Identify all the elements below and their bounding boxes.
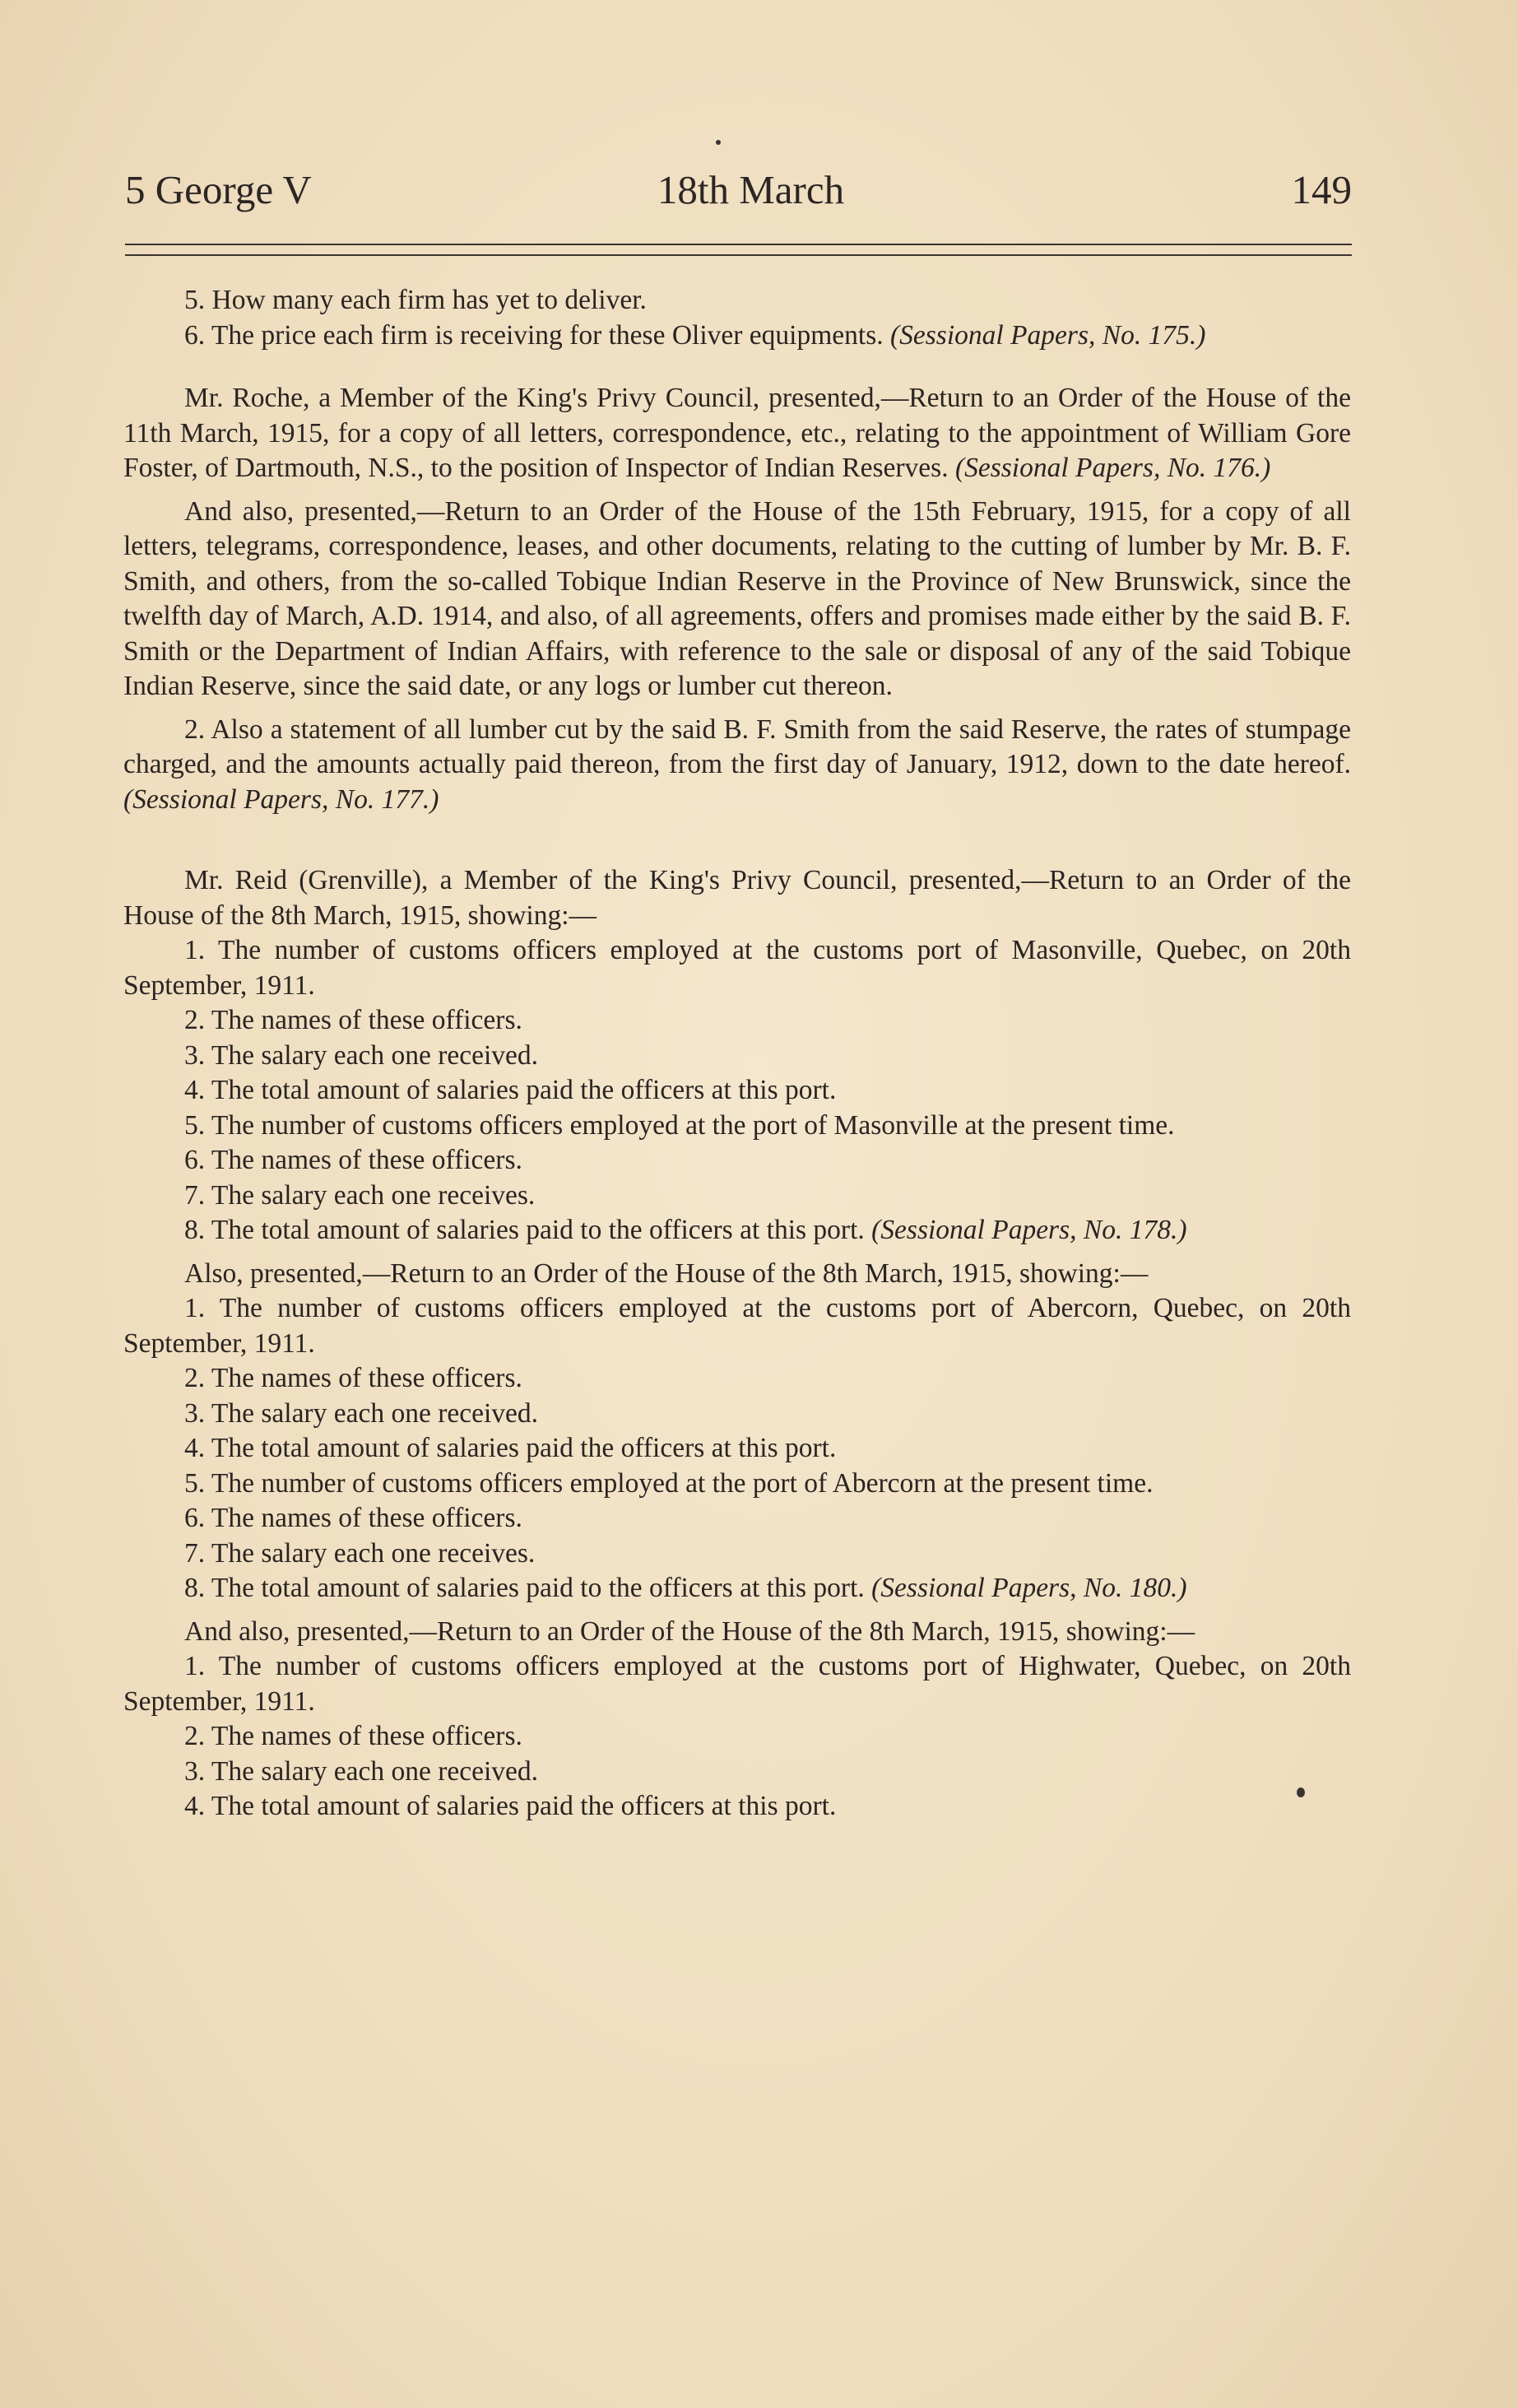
- item-paragraph: 7. The salary each one receives.: [184, 1179, 536, 1211]
- header-rule-top: [125, 244, 1352, 245]
- header-rule-bottom: [125, 254, 1352, 256]
- sessional-paper-ref: (Sessional Papers, No. 175.): [889, 319, 1206, 351]
- page-header: [125, 161, 1352, 219]
- item-paragraph: 1. The number of customs officers employed at the customs port of Abercorn, Quebec, on 20th September, 1911.: [123, 1293, 1351, 1359]
- item-paragraph: 2. The names of these officers.: [184, 1005, 522, 1035]
- item-paragraph: 3. The salary each one received.: [184, 1755, 539, 1787]
- item-paragraph: 1. The number of customs officers employed at the customs port of Highwater, Quebec, on 20th September, 1911.: [123, 1651, 1351, 1717]
- return-paragraph: And also, presented,—Return to an Order of the House of the 15th February, 1915, for a copy of all letters, telegrams, correspondence, leases, and other documents, relating to the cutting of lumber by Mr. B. F. Smith, and others, from the so-called Tobique Indian Reserve in the Province of New Brunswick, since the twelfth day of March, A.D. 1914, and also, of all agreements, offers and promises made either by the said B. F. Smith or the Department of Indian Affairs, with reference to the sale or disposal of any of the said Tobique Indian Reserve, since the said date, or any logs or lumber cut thereon.: [123, 495, 1351, 701]
- item-paragraph: 6. The names of these officers.: [184, 1503, 522, 1533]
- item-paragraph: 2. The names of these officers.: [184, 1721, 522, 1751]
- item-paragraph: 5. The number of customs officers employed at the port of Masonville at the present time.: [184, 1109, 1175, 1141]
- item-paragraph: 6. The names of these officers.: [184, 1145, 522, 1175]
- item-paragraph: 8. The total amount of salaries paid to the officers at this port. (Sessional Papers, No. 178.): [184, 1215, 1187, 1245]
- sessional-paper-ref: (Sessional Papers, No. 178.): [871, 1215, 1187, 1245]
- sessional-paper-ref: (Sessional Papers, No. 177.): [123, 783, 439, 815]
- item-paragraph: 5. How many each firm has yet to deliver.: [184, 285, 647, 315]
- item-paragraph: 3. The salary each one received.: [184, 1039, 539, 1071]
- return-paragraph: And also, presented,—Return to an Order of the House of the 8th March, 1915, showing:—: [184, 1615, 1195, 1647]
- return-paragraph: 2. Also a statement of all lumber cut by the said B. F. Smith from the said Reserve, the rates of stumpage charged, and the amounts actually paid thereon, from the first day of January, 1912, down to the date hereof. (Sessional Papers, No. 177.): [123, 714, 1351, 815]
- item-paragraph: 5. The number of customs officers employed at the port of Abercorn at the present time.: [184, 1467, 1154, 1499]
- sessional-paper-ref: (Sessional Papers, No. 176.): [954, 453, 1271, 483]
- return-paragraph: Mr. Roche, a Member of the King's Privy Council, presented,—Return to an Order of the House of the 11th March, 1915, for a copy of all letters, correspondence, etc., relating to the appointment of William Gore Foster, of Dartmouth, N.S., to the position of Inspector of Indian Reserves. (Sessional Papers, No. 176.): [123, 383, 1351, 483]
- paper-speck: [716, 140, 721, 145]
- item-paragraph: 1. The number of customs officers employed at the customs port of Masonville, Quebec, on 20th September, 1911.: [123, 935, 1351, 1001]
- regnal-year: 5 George V: [125, 167, 312, 212]
- item-paragraph: 8. The total amount of salaries paid to the officers at this port. (Sessional Papers, No. 180.): [184, 1573, 1187, 1603]
- sessional-paper-ref: (Sessional Papers, No. 180.): [871, 1573, 1187, 1603]
- page-date: 18th March: [657, 167, 845, 212]
- item-paragraph: 2. The names of these officers.: [184, 1363, 522, 1393]
- item-paragraph: 4. The total amount of salaries paid the officers at this port.: [184, 1433, 837, 1463]
- item-paragraph: 7. The salary each one receives.: [184, 1537, 536, 1569]
- page-number: 149: [1291, 167, 1352, 212]
- return-paragraph: Mr. Reid (Grenville), a Member of the King's Privy Council, presented,—Return to an Order of the House of the 8th March, 1915, showing:—: [123, 865, 1351, 931]
- item-paragraph: 3. The salary each one received.: [184, 1397, 539, 1429]
- return-paragraph: Also, presented,—Return to an Order of the House of the 8th March, 1915, showing:—: [184, 1257, 1149, 1289]
- journal-body: [123, 283, 1351, 1825]
- item-paragraph: 4. The total amount of salaries paid the officers at this port.: [184, 1075, 837, 1105]
- item-paragraph: 4. The total amount of salaries paid the officers at this port.: [184, 1791, 837, 1821]
- paper-speck: [1297, 1787, 1305, 1797]
- item-paragraph: 6. The price each firm is receiving for these Oliver equipments. (Sessional Papers, No. 175.): [184, 319, 1206, 351]
